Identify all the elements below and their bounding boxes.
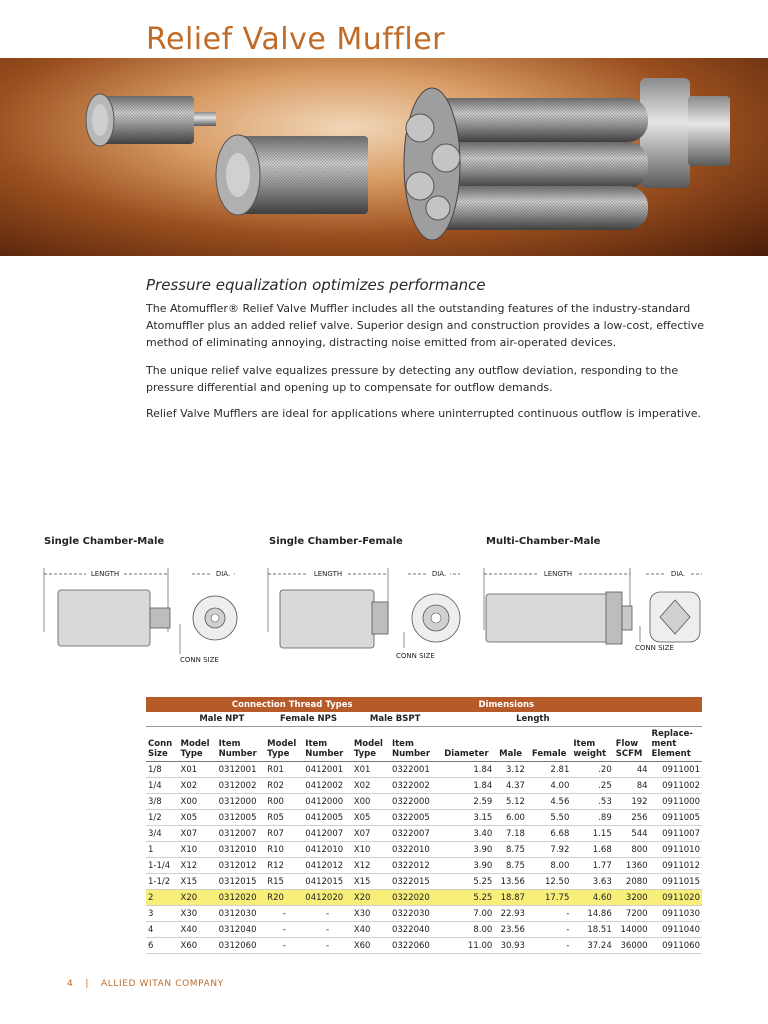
table-cell: 0312005 [217, 810, 266, 826]
table-cell: R15 [265, 874, 303, 890]
table-cell: 0412012 [303, 858, 352, 874]
table-cell: 7.00 [438, 906, 494, 922]
table-cell: 0322040 [390, 922, 439, 938]
table-cell: 4.00 [527, 778, 571, 794]
table-cell: 0412001 [303, 762, 352, 778]
table-cell: 1.77 [571, 858, 613, 874]
table-cell: 6.00 [494, 810, 527, 826]
table-cell: 0412002 [303, 778, 352, 794]
table-cell: 0911000 [650, 794, 702, 810]
table-cell: X40 [352, 922, 390, 938]
table-cell: 4 [146, 922, 179, 938]
col-flow-scfm: Flow SCFM [614, 727, 650, 762]
length-group: Length [494, 712, 571, 727]
table-cell: 0322012 [390, 858, 439, 874]
table-cell: 5.12 [494, 794, 527, 810]
table-row [146, 938, 702, 954]
table-cell: 3/8 [146, 794, 179, 810]
table-cell: X07 [179, 826, 217, 842]
table-cell: 0322060 [390, 938, 439, 954]
table-cell: 3.63 [571, 874, 613, 890]
table-cell: 3.40 [438, 826, 494, 842]
table-cell: R01 [265, 762, 303, 778]
connection-thread-types-header: Connection Thread Types [146, 697, 438, 712]
table-cell: X02 [352, 778, 390, 794]
table-cell: X20 [352, 890, 390, 906]
table-cell: 3.15 [438, 810, 494, 826]
table-cell: - [527, 906, 571, 922]
table-cell: 8.75 [494, 842, 527, 858]
table-cell: 3200 [614, 890, 650, 906]
table-cell: 256 [614, 810, 650, 826]
table-cell: - [265, 938, 303, 954]
table-cell: X01 [352, 762, 390, 778]
table-cell: 3.90 [438, 842, 494, 858]
col-length-male: Male [494, 727, 527, 762]
table-cell: X10 [179, 842, 217, 858]
table-cell: 0322007 [390, 826, 439, 842]
table-cell: - [265, 922, 303, 938]
table-cell: 2080 [614, 874, 650, 890]
table-row [146, 842, 702, 858]
table-cell: R07 [265, 826, 303, 842]
table-cell: R02 [265, 778, 303, 794]
specification-table [146, 697, 702, 954]
table-cell: 0911060 [650, 938, 702, 954]
table-cell: 37.24 [571, 938, 613, 954]
table-cell: 0412007 [303, 826, 352, 842]
table-cell: - [303, 906, 352, 922]
table-cell: 192 [614, 794, 650, 810]
table-cell: 36000 [614, 938, 650, 954]
table-cell: 1360 [614, 858, 650, 874]
length-label: LENGTH [90, 570, 120, 578]
page-number: 4 [67, 979, 74, 989]
table-cell: 0312000 [217, 794, 266, 810]
conn-size-label: CONN SIZE [396, 652, 435, 660]
table-cell: .53 [571, 794, 613, 810]
table-cell: 800 [614, 842, 650, 858]
table-cell: 2.81 [527, 762, 571, 778]
table-cell: - [527, 938, 571, 954]
table-cell: R00 [265, 794, 303, 810]
diagram-label-multi-male: Multi-Chamber-Male [486, 536, 601, 547]
table-cell: 17.75 [527, 890, 571, 906]
table-cell: X01 [179, 762, 217, 778]
table-cell: 2 [146, 890, 179, 906]
table-cell: .20 [571, 762, 613, 778]
table-cell: 0911030 [650, 906, 702, 922]
table-cell: - [527, 922, 571, 938]
table-cell: 22.93 [494, 906, 527, 922]
table-cell: 0322030 [390, 906, 439, 922]
table-cell: 0322020 [390, 890, 439, 906]
length-label: LENGTH [543, 570, 573, 578]
table-cell: 1.84 [438, 778, 494, 794]
table-cell: 3 [146, 906, 179, 922]
table-cell: 1 [146, 842, 179, 858]
table-cell: 0911007 [650, 826, 702, 842]
col-npt-model: Model Type [179, 727, 217, 762]
col-nps-item: Item Number [303, 727, 352, 762]
table-cell: 7.92 [527, 842, 571, 858]
length-label: LENGTH [313, 570, 343, 578]
table-cell: 544 [614, 826, 650, 842]
table-cell: 0322005 [390, 810, 439, 826]
dimensions-header: Dimensions [438, 697, 702, 712]
table-cell: 13.56 [494, 874, 527, 890]
footer-separator: | [85, 979, 89, 989]
table-cell: 14.86 [571, 906, 613, 922]
table-cell: 0911040 [650, 922, 702, 938]
col-diameter: Diameter [438, 727, 494, 762]
male-bspt-group: Male BSPT [352, 712, 439, 727]
table-cell: 5.25 [438, 890, 494, 906]
company-name: ALLIED WITAN COMPANY [100, 979, 224, 989]
page-title: Relief Valve Muffler [146, 22, 445, 57]
table-cell: 3/4 [146, 826, 179, 842]
table-cell: 0322015 [390, 874, 439, 890]
table-row [146, 874, 702, 890]
dia-label: DIA. [670, 570, 686, 578]
col-nps-model: Model Type [265, 727, 303, 762]
table-cell: X10 [352, 842, 390, 858]
table-cell: 0322000 [390, 794, 439, 810]
table-cell: 6 [146, 938, 179, 954]
table-cell: 2.59 [438, 794, 494, 810]
table-cell: X02 [179, 778, 217, 794]
table-cell: R20 [265, 890, 303, 906]
table-cell: 0312030 [217, 906, 266, 922]
table-cell: X30 [179, 906, 217, 922]
table-cell: .25 [571, 778, 613, 794]
table-cell: X00 [352, 794, 390, 810]
table-cell: 44 [614, 762, 650, 778]
table-cell: 0312015 [217, 874, 266, 890]
table-cell: X07 [352, 826, 390, 842]
table-cell: 0911020 [650, 890, 702, 906]
table-cell: X12 [352, 858, 390, 874]
table-row [146, 906, 702, 922]
table-cell: 1.68 [571, 842, 613, 858]
table-row [146, 762, 702, 778]
table-cell: - [303, 938, 352, 954]
table-cell: X00 [179, 794, 217, 810]
table-cell: X05 [352, 810, 390, 826]
multi-chamber-male-drawing [480, 562, 710, 672]
col-item-weight: Item weight [571, 727, 613, 762]
table-cell: R12 [265, 858, 303, 874]
table-cell: 0412015 [303, 874, 352, 890]
product-photo [0, 58, 768, 256]
conn-size-label: CONN SIZE [180, 656, 219, 664]
table-cell: .89 [571, 810, 613, 826]
table-cell: 7.18 [494, 826, 527, 842]
table-cell: 0312002 [217, 778, 266, 794]
table-cell: 0312001 [217, 762, 266, 778]
table-cell: - [303, 922, 352, 938]
table-cell: 14000 [614, 922, 650, 938]
table-row [146, 890, 702, 906]
table-cell: 8.00 [527, 858, 571, 874]
table-cell: X15 [352, 874, 390, 890]
table-cell: 0412000 [303, 794, 352, 810]
table-cell: 0911015 [650, 874, 702, 890]
table-cell: 0322001 [390, 762, 439, 778]
page-footer [67, 979, 224, 989]
applications-paragraph: Relief Valve Mufflers are ideal for applications where uninterrupted continuous outflow is imperative. [146, 407, 702, 420]
table-cell: 0312010 [217, 842, 266, 858]
table-row [146, 858, 702, 874]
single-chamber-male-drawing [40, 562, 250, 672]
table-cell: 0312012 [217, 858, 266, 874]
col-replacement-element: Replace- ment Element [650, 727, 702, 762]
table-row [146, 794, 702, 810]
table-cell: X05 [179, 810, 217, 826]
table-cell: X20 [179, 890, 217, 906]
table-cell: 0312007 [217, 826, 266, 842]
col-bspt-item: Item Number [390, 727, 439, 762]
table-cell: 0911005 [650, 810, 702, 826]
table-cell: 0911002 [650, 778, 702, 794]
table-row [146, 922, 702, 938]
table-cell: 5.25 [438, 874, 494, 890]
table-cell: 0412010 [303, 842, 352, 858]
table-cell: X12 [179, 858, 217, 874]
table-cell: 30.93 [494, 938, 527, 954]
relief-valve-paragraph: The unique relief valve equalizes pressure by detecting any outflow deviation, responding to the pressure differential and opening up to compensate for outflow demands. [146, 364, 679, 394]
table-cell: 8.75 [494, 858, 527, 874]
table-cell: 0312020 [217, 890, 266, 906]
col-conn-size: Conn Size [146, 727, 179, 762]
col-npt-item: Item Number [217, 727, 266, 762]
table-cell: 0412005 [303, 810, 352, 826]
table-cell: 3.12 [494, 762, 527, 778]
table-cell: - [265, 906, 303, 922]
table-cell: 4.56 [527, 794, 571, 810]
table-cell: X40 [179, 922, 217, 938]
table-cell: 7200 [614, 906, 650, 922]
table-cell: 4.37 [494, 778, 527, 794]
table-cell: 18.51 [571, 922, 613, 938]
table-cell: 1-1/4 [146, 858, 179, 874]
table-row [146, 810, 702, 826]
table-cell: R10 [265, 842, 303, 858]
dia-label: DIA. [431, 570, 447, 578]
table-cell: 0911001 [650, 762, 702, 778]
table-cell: 1/2 [146, 810, 179, 826]
table-cell: 1.15 [571, 826, 613, 842]
table-cell: 1-1/2 [146, 874, 179, 890]
table-cell: 0322002 [390, 778, 439, 794]
table-cell: 12.50 [527, 874, 571, 890]
table-row [146, 778, 702, 794]
table-cell: 0911012 [650, 858, 702, 874]
table-cell: 1/4 [146, 778, 179, 794]
table-cell: 0412020 [303, 890, 352, 906]
conn-size-label: CONN SIZE [635, 644, 674, 652]
table-cell: 3.90 [438, 858, 494, 874]
section-subheading: Pressure equalization optimizes performance [146, 276, 486, 294]
table-cell: X15 [179, 874, 217, 890]
table-cell: 0322010 [390, 842, 439, 858]
table-cell: X30 [352, 906, 390, 922]
table-cell: 4.60 [571, 890, 613, 906]
diagram-label-single-male: Single Chamber-Male [44, 536, 165, 547]
table-cell: 0312040 [217, 922, 266, 938]
table-cell: 1/8 [146, 762, 179, 778]
table-cell: 5.50 [527, 810, 571, 826]
table-cell: 8.00 [438, 922, 494, 938]
table-cell: R05 [265, 810, 303, 826]
table-cell: 6.68 [527, 826, 571, 842]
table-cell: X60 [179, 938, 217, 954]
table-cell: 1.84 [438, 762, 494, 778]
table-cell: 18.87 [494, 890, 527, 906]
diagram-label-single-female: Single Chamber-Female [269, 536, 403, 547]
table-cell: X60 [352, 938, 390, 954]
table-cell: 84 [614, 778, 650, 794]
intro-paragraph: The Atomuffler® Relief Valve Muffler includes all the outstanding features of the industry-standard Atomuffler plus an added relief valve. Superior design and construction provides a low-cost, effective method of eliminating annoying, distracting noise emitted from air-operated devices. [146, 302, 705, 349]
col-bspt-model: Model Type [352, 727, 390, 762]
dia-label: DIA. [215, 570, 231, 578]
single-chamber-female-drawing [264, 562, 474, 672]
male-npt-group: Male NPT [179, 712, 266, 727]
table-cell: 0312060 [217, 938, 266, 954]
col-length-female: Female [527, 727, 571, 762]
table-cell: 23.56 [494, 922, 527, 938]
table-cell: 0911010 [650, 842, 702, 858]
female-nps-group: Female NPS [265, 712, 352, 727]
table-cell: 11.00 [438, 938, 494, 954]
table-row [146, 826, 702, 842]
